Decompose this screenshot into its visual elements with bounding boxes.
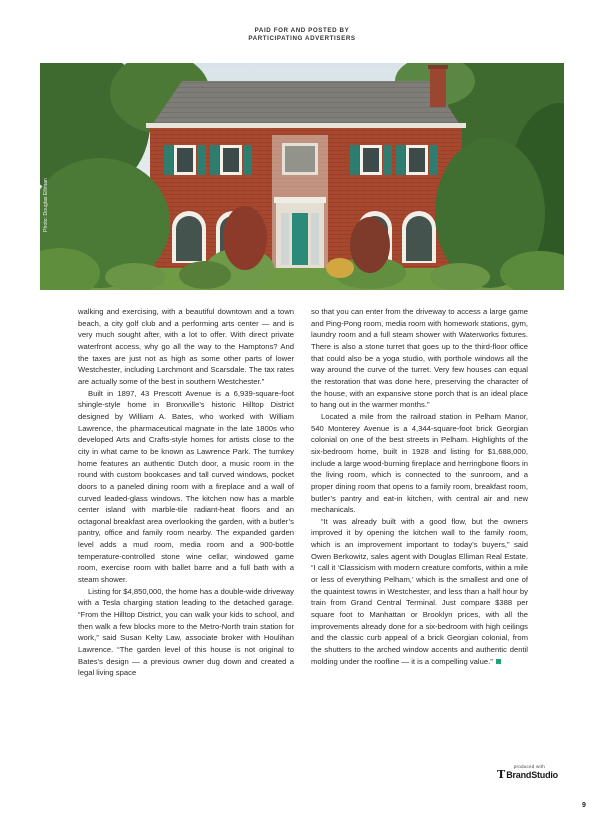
brand-studio-logo: [497, 764, 567, 781]
produced-with-label: produced with: [513, 764, 545, 769]
brand-name: BrandStudio: [506, 770, 558, 780]
article-paragraph-text: “It was already built with a good flow, but the owners improved it by opening the kitchen wall to the family room, which is an improvement important to today’s buyers,” said Owen Berkowitz, sales agent with Douglas Elliman Real Estate. “I call it ‘Classicism with modern creature comforts, within a mile or less of everything Pelham,’ which is the smallest and one of the quaintest towns in Westchester, and less than a half hour by train from Grand Central Terminal. Just compare $388 per square foot to Manhattan or Brooklyn prices, with all the improvements already done for a six-bedroom with high ceilings and the classic curb appeal of a brick Georgian colonial, from the shutters to the arched window accents and authentic dentil molding under the roofline — it is a compelling value.”: [311, 516, 528, 666]
house-photo: [40, 63, 564, 290]
brand-logo: [497, 769, 567, 781]
sponsor-header: [0, 27, 604, 43]
photo-credit: Photo: Douglas Elliman: [43, 178, 49, 232]
article-paragraph: Built in 1897, 43 Prescott Avenue is a 6,939-square-foot shingle-style home in Bronxville’s historic Hilltop District designed by William A. Bates, who worked with William Lawrence, the pharmaceutical magnate in the late 1800s who developed Arts and Crafts-style homes for artists close to the city in what came to be known as Lawrence Park. The turnkey home features an authentic Dutch door, a music room in the round with custom bookcases and tall curved windows, pocket doors to a paneled dining room with a fireplace and a wall of curved leaded-glass windows. The kitchen now has a marble center island with marble-tile radiant-heat floors and an octagonal breakfast area overlooking the garden, with a butler’s pantry, office and family room nearby. The expanded garden level adds a mud room, media room and a 900-bottle temperature-controlled stone wine cellar, windowed game room, exercise room with ballet barre and a full bath with a steam shower.: [78, 388, 294, 585]
article-paragraph: Located a mile from the railroad station in Pelham Manor, 540 Monterey Avenue is a 4,344-square-foot brick Georgian colonial on one of the best streets in Pelham. Highlights of the six-bedroom home, built in 1928 and listing for $1,688,000, include a large wood-burning fireplace and herringbone floors in the living room, which is connected to the sunroom, and a proper dining room that opens to a family room, breakfast room, butler’s pantry and eat-in kitchen, with central air and new mechanicals.: [311, 411, 528, 515]
article-column-left: [78, 306, 294, 679]
article-paragraph-final: [311, 516, 528, 668]
t-logo-icon: T: [497, 768, 506, 781]
page-number: 9: [582, 802, 586, 809]
article-column-right: [311, 306, 528, 667]
article-paragraph: Listing for $4,850,000, the home has a double-wide driveway with a Tesla charging station leading to the detached garage. “From the Hilltop District, you can walk your kids to school, and then walk a few blocks more to the Metro-North train station for work,” said Susan Kelty Law, associate broker with Houlihan Lawrence. “The garden level of this house is not original to Bates’s design — a previous owner dug down and created a legal living space: [78, 586, 295, 678]
sponsor-header-line-1: PAID FOR AND POSTED BY: [254, 27, 350, 34]
article-paragraph: so that you can enter from the driveway to access a large game and Ping-Pong room, media room with homework stations, gym, laundry room and a full steam shower with Waterworks fixtures. There is also a stone turret that goes up to the third-floor office that could also be a yoga studio, with porthole windows all the way around the curve of the turret. Very few houses can equal the restoration that was done here, preserving the character of the house, with an expansive stone porch that is an ideal place to hang out in the warmer months.”: [311, 307, 529, 410]
end-mark-icon: [496, 659, 501, 664]
sponsor-header-line-2: PARTICIPATING ADVERTISERS: [248, 35, 356, 42]
article-paragraph: walking and exercising, with a beautiful downtown and a town beach, a city golf club and a performing arts center — and is very much sought after, with a lot to offer. With direct private waterfront access, why go all the way to the Hamptons? And the taxes are just not as high as some other parts of lower Westchester, including Larchmont and Scarsdale. The tax rates are actually some of the best in southern Westchester.”: [78, 307, 294, 386]
